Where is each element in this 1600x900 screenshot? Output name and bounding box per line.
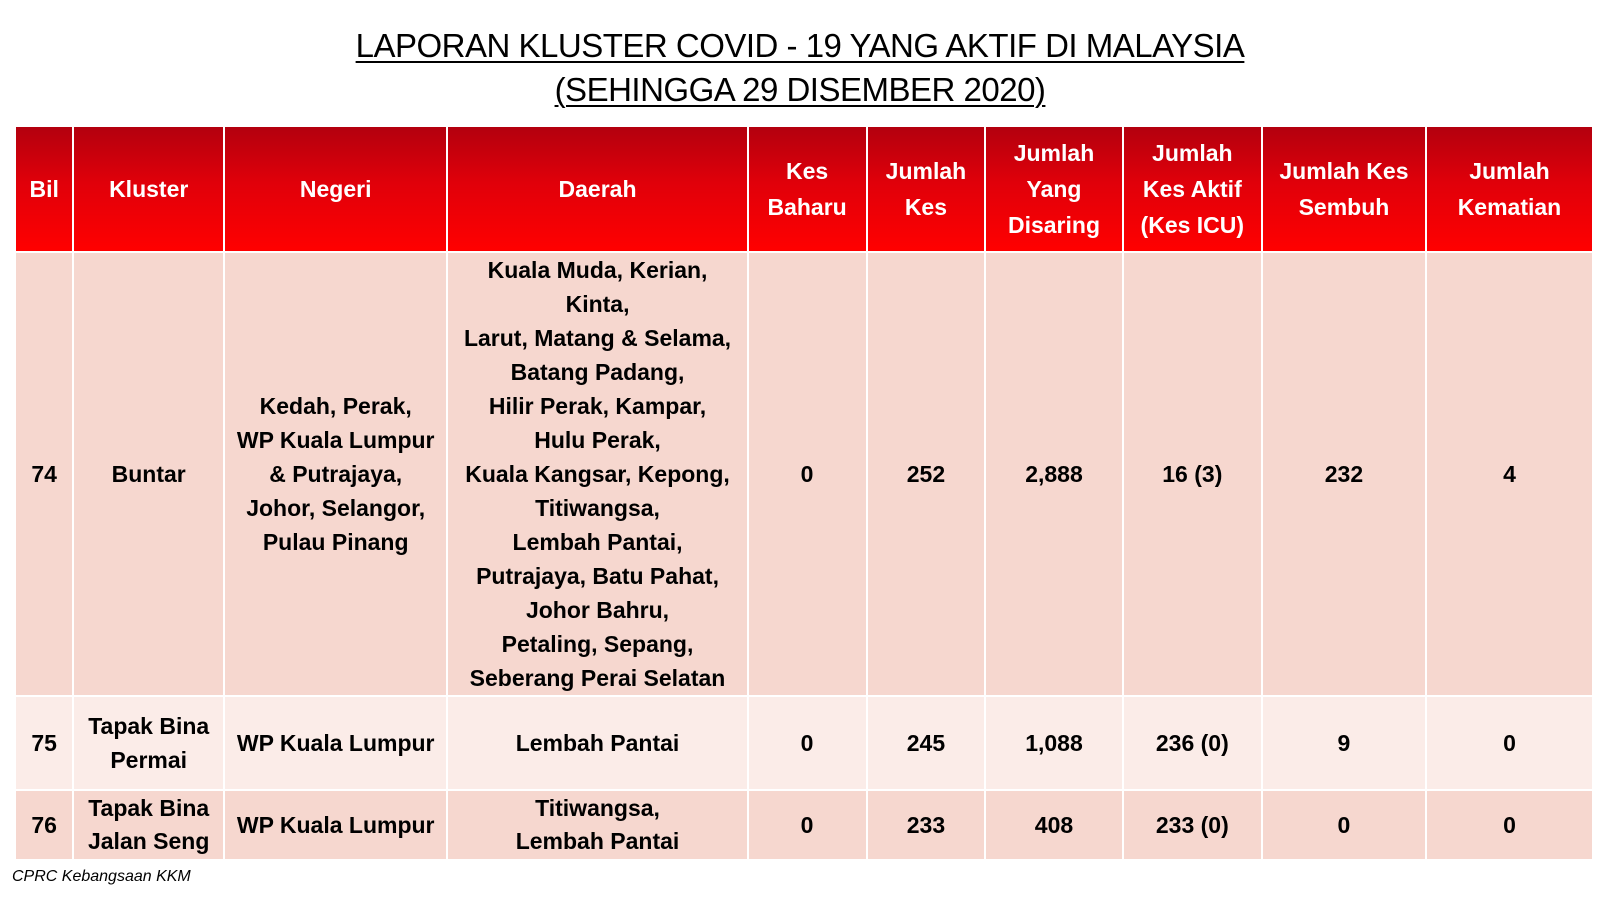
cell-jumlah-sembuh: 232: [1263, 253, 1425, 695]
header-negeri: Negeri: [225, 127, 446, 251]
cell-bil: 75: [16, 697, 72, 789]
header-kluster: Kluster: [74, 127, 223, 251]
cell-kluster: Buntar: [74, 253, 223, 695]
table-row: [16, 253, 1592, 695]
header-row: [16, 127, 1592, 251]
cell-jumlah-kematian: 4: [1427, 253, 1592, 695]
report-title: [0, 24, 1600, 112]
title-line-2: (SEHINGGA 29 DISEMBER 2020): [554, 71, 1046, 108]
cell-jumlah-disaring: 408: [986, 791, 1121, 859]
cell-negeri: Kedah, Perak, WP Kuala Lumpur & Putrajaya, Johor, Selangor, Pulau Pinang: [225, 253, 446, 695]
header-jumlah-disaring: Jumlah Yang Disaring: [986, 127, 1121, 251]
header-jumlah-kematian: Jumlah Kematian: [1427, 127, 1592, 251]
cell-jumlah-sembuh: 0: [1263, 791, 1425, 859]
cell-kes-baharu: 0: [749, 697, 866, 789]
cell-jumlah-disaring: 2,888: [986, 253, 1121, 695]
cell-jumlah-aktif: 16 (3): [1124, 253, 1261, 695]
cell-kluster: Tapak Bina Jalan Seng: [74, 791, 223, 859]
cluster-table: [14, 125, 1594, 861]
cell-daerah: Titiwangsa, Lembah Pantai: [448, 791, 746, 859]
table-row: [16, 791, 1592, 859]
cell-kes-baharu: 0: [749, 791, 866, 859]
cell-jumlah-kematian: 0: [1427, 697, 1592, 789]
cell-bil: 76: [16, 791, 72, 859]
cell-jumlah-sembuh: 9: [1263, 697, 1425, 789]
cell-jumlah-kes: 252: [868, 253, 985, 695]
header-jumlah-kes: Jumlah Kes: [868, 127, 985, 251]
cell-jumlah-aktif: 236 (0): [1124, 697, 1261, 789]
header-bil: Bil: [16, 127, 72, 251]
cell-bil: 74: [16, 253, 72, 695]
cell-daerah: Lembah Pantai: [448, 697, 746, 789]
cell-jumlah-disaring: 1,088: [986, 697, 1121, 789]
cell-daerah: Kuala Muda, Kerian, Kinta, Larut, Matang & Selama, Batang Padang, Hilir Perak, Kampar, Hulu Perak, Kuala Kangsar, Kepong, Titiwangsa, Lembah Pantai, Putrajaya, Batu Pahat, Johor Bahru, Petaling, Sepang, Seberang Perai Selatan: [448, 253, 746, 695]
cell-jumlah-aktif: 233 (0): [1124, 791, 1261, 859]
cell-kes-baharu: 0: [749, 253, 866, 695]
cell-jumlah-kes: 233: [868, 791, 985, 859]
source-footer: CPRC Kebangsaan KKM: [12, 868, 191, 885]
header-daerah: Daerah: [448, 127, 746, 251]
cell-jumlah-kes: 245: [868, 697, 985, 789]
title-line-1: LAPORAN KLUSTER COVID - 19 YANG AKTIF DI MALAYSIA: [355, 27, 1245, 64]
cell-negeri: WP Kuala Lumpur: [225, 697, 446, 789]
table-row: [16, 697, 1592, 789]
cell-jumlah-kematian: 0: [1427, 791, 1592, 859]
header-kes-baharu: Kes Baharu: [749, 127, 866, 251]
header-jumlah-aktif: Jumlah Kes Aktif (Kes ICU): [1124, 127, 1261, 251]
cell-negeri: WP Kuala Lumpur: [225, 791, 446, 859]
header-jumlah-sembuh: Jumlah Kes Sembuh: [1263, 127, 1425, 251]
cell-kluster: Tapak Bina Permai: [74, 697, 223, 789]
